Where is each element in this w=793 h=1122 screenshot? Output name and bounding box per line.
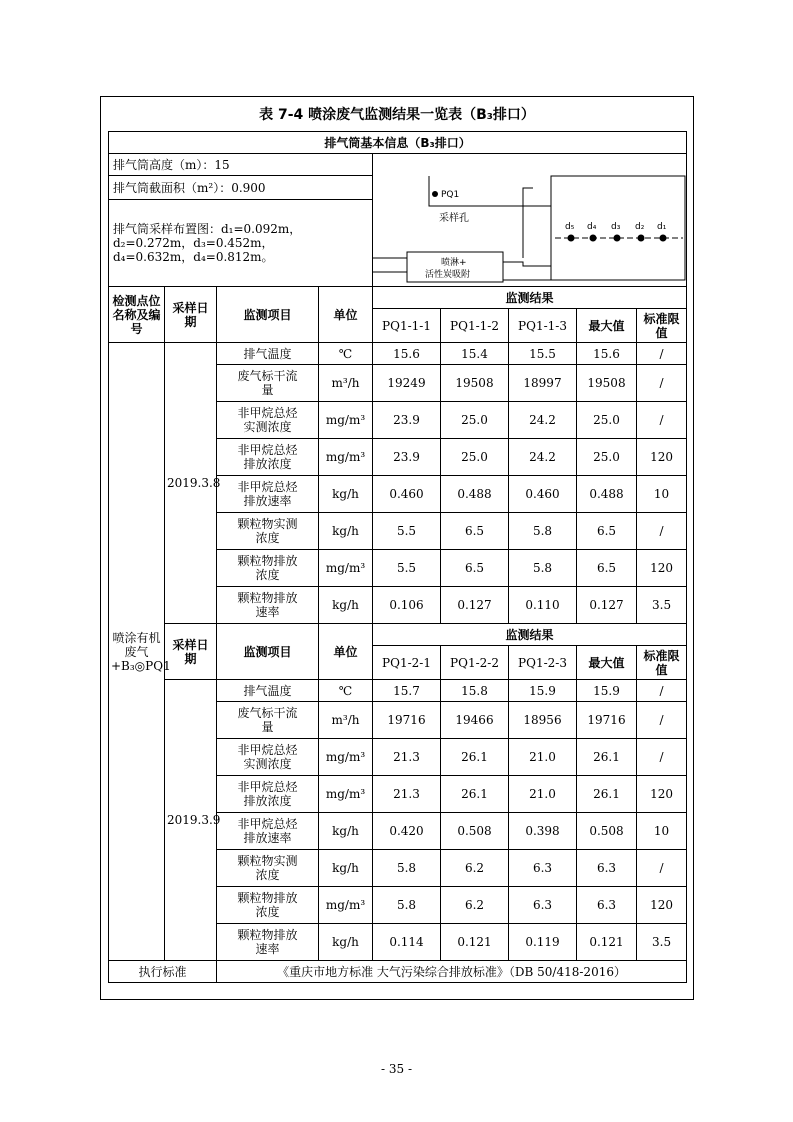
unit: kg/h <box>319 813 373 850</box>
value-2: 0.488 <box>441 476 509 513</box>
header-limit: 标准限值 <box>637 309 687 343</box>
value-1: 19716 <box>373 702 441 739</box>
header-results: 监测结果 <box>373 287 687 309</box>
table-row <box>109 343 687 365</box>
value-3: 5.8 <box>509 513 577 550</box>
monitoring-item: 颗粒物实测浓度 <box>217 850 319 887</box>
header-results: 监测结果 <box>373 624 687 646</box>
value-3: 0.398 <box>509 813 577 850</box>
value-3: 21.0 <box>509 776 577 813</box>
standard-limit: 120 <box>637 550 687 587</box>
header-item: 监测项目 <box>217 287 319 343</box>
value-2: 25.0 <box>441 402 509 439</box>
standard-limit: 120 <box>637 439 687 476</box>
monitoring-item: 非甲烷总烃实测浓度 <box>217 402 319 439</box>
standard-limit: / <box>637 343 687 365</box>
value-2: 15.4 <box>441 343 509 365</box>
value-2: 15.8 <box>441 680 509 702</box>
value-2: 26.1 <box>441 776 509 813</box>
unit: mg/m³ <box>319 439 373 476</box>
page-number: - 35 - <box>380 1062 412 1076</box>
treatment-box-line1: 喷淋+ <box>441 258 467 268</box>
unit: m³/h <box>319 702 373 739</box>
header-sample-id: PQ1-1-1 <box>373 309 441 343</box>
value-1: 5.8 <box>373 850 441 887</box>
layout-line3: d₄=0.632m，d₄=0.812m。 <box>113 250 274 265</box>
standard-limit: 3.5 <box>637 587 687 624</box>
max-value: 0.127 <box>577 587 637 624</box>
monitoring-item: 非甲烷总烃排放浓度 <box>217 439 319 476</box>
max-value: 6.5 <box>577 550 637 587</box>
d3-label: d₃ <box>611 222 621 232</box>
unit: mg/m³ <box>319 739 373 776</box>
d2-label: d₂ <box>635 222 645 232</box>
max-value: 6.5 <box>577 513 637 550</box>
max-value: 6.3 <box>577 887 637 924</box>
standard-limit: / <box>637 365 687 402</box>
header-date: 采样日期 <box>165 624 217 680</box>
value-3: 15.9 <box>509 680 577 702</box>
stack-height: 排气筒高度（m）：15 <box>109 154 373 176</box>
monitoring-item: 排气温度 <box>217 343 319 365</box>
layout-line1: 排气筒采样布置图：d₁=0.092m， <box>113 222 302 237</box>
value-2: 0.121 <box>441 924 509 961</box>
sampling-layout-text <box>109 200 373 287</box>
value-3: 0.119 <box>509 924 577 961</box>
monitoring-item: 颗粒物实测浓度 <box>217 513 319 550</box>
monitoring-item: 非甲烷总烃排放速率 <box>217 476 319 513</box>
value-3: 6.3 <box>509 850 577 887</box>
monitoring-item: 废气标干流量 <box>217 702 319 739</box>
value-1: 5.5 <box>373 550 441 587</box>
max-value: 0.508 <box>577 813 637 850</box>
stack-area: 排气筒截面积（m²）：0.900 <box>109 176 373 200</box>
max-value: 0.121 <box>577 924 637 961</box>
layout-line2: d₂=0.272m，d₃=0.452m， <box>113 236 274 251</box>
value-2: 6.5 <box>441 550 509 587</box>
max-value: 19508 <box>577 365 637 402</box>
value-2: 6.5 <box>441 513 509 550</box>
unit: kg/h <box>319 513 373 550</box>
max-value: 25.0 <box>577 439 637 476</box>
standard-limit: 3.5 <box>637 924 687 961</box>
value-1: 15.6 <box>373 343 441 365</box>
value-3: 24.2 <box>509 402 577 439</box>
value-3: 0.460 <box>509 476 577 513</box>
unit: mg/m³ <box>319 550 373 587</box>
standard-limit: 10 <box>637 813 687 850</box>
standard-limit: / <box>637 513 687 550</box>
value-1: 19249 <box>373 365 441 402</box>
table-title: 表 7-4 喷涂废气监测结果一览表（B₃排口） <box>259 107 535 123</box>
unit: kg/h <box>319 476 373 513</box>
value-3: 24.2 <box>509 439 577 476</box>
value-3: 18997 <box>509 365 577 402</box>
value-2: 19466 <box>441 702 509 739</box>
value-2: 6.2 <box>441 850 509 887</box>
value-3: 5.8 <box>509 550 577 587</box>
monitoring-item: 非甲烷总烃排放速率 <box>217 813 319 850</box>
sampling-hole-label: 采样孔 <box>439 213 469 224</box>
value-1: 21.3 <box>373 776 441 813</box>
max-value: 26.1 <box>577 739 637 776</box>
value-1: 15.7 <box>373 680 441 702</box>
unit: mg/m³ <box>319 402 373 439</box>
standard-limit: 10 <box>637 476 687 513</box>
header-sample-id: PQ1-1-3 <box>509 309 577 343</box>
monitoring-item: 颗粒物排放速率 <box>217 924 319 961</box>
standard-limit: 120 <box>637 776 687 813</box>
standard-limit: / <box>637 402 687 439</box>
monitoring-item: 颗粒物排放浓度 <box>217 550 319 587</box>
value-2: 6.2 <box>441 887 509 924</box>
value-3: 18956 <box>509 702 577 739</box>
value-3: 15.5 <box>509 343 577 365</box>
standard-limit: / <box>637 680 687 702</box>
sample-date: 2019.3.9 <box>165 680 217 961</box>
monitoring-item: 废气标干流量 <box>217 365 319 402</box>
header-point: 检测点位名称及编号 <box>109 287 165 343</box>
d4-label: d₄ <box>587 222 597 232</box>
unit: mg/m³ <box>319 776 373 813</box>
unit: kg/h <box>319 587 373 624</box>
standard-limit: / <box>637 739 687 776</box>
monitoring-item: 非甲烷总烃实测浓度 <box>217 739 319 776</box>
value-1: 21.3 <box>373 739 441 776</box>
header-unit: 单位 <box>319 287 373 343</box>
value-1: 5.8 <box>373 887 441 924</box>
pq1-dot <box>432 191 438 197</box>
value-2: 19508 <box>441 365 509 402</box>
value-3: 0.110 <box>509 587 577 624</box>
value-1: 0.106 <box>373 587 441 624</box>
basic-info-header: 排气筒基本信息（B₃排口） <box>109 132 687 154</box>
value-1: 23.9 <box>373 402 441 439</box>
value-1: 5.5 <box>373 513 441 550</box>
max-value: 15.6 <box>577 343 637 365</box>
unit: ℃ <box>319 343 373 365</box>
results-table <box>108 131 687 983</box>
standard-limit: / <box>637 702 687 739</box>
standard-limit: / <box>637 850 687 887</box>
footer-standard: 《重庆市地方标准 大气污染综合排放标准》（DB 50/418-2016） <box>217 961 687 983</box>
monitoring-item: 排气温度 <box>217 680 319 702</box>
max-value: 15.9 <box>577 680 637 702</box>
header-sample-id: PQ1-2-2 <box>441 646 509 680</box>
value-3: 6.3 <box>509 887 577 924</box>
max-value: 19716 <box>577 702 637 739</box>
header-sample-id: PQ1-1-2 <box>441 309 509 343</box>
monitoring-item: 颗粒物排放浓度 <box>217 887 319 924</box>
d1-label: d₁ <box>657 222 667 232</box>
header-max: 最大值 <box>577 646 637 680</box>
sample-date: 2019.3.8 <box>165 343 217 624</box>
layout-diagram-cell <box>373 154 687 287</box>
table-row <box>109 680 687 702</box>
value-1: 23.9 <box>373 439 441 476</box>
max-value: 0.488 <box>577 476 637 513</box>
value-1: 0.460 <box>373 476 441 513</box>
max-value: 6.3 <box>577 850 637 887</box>
header-date: 采样日期 <box>165 287 217 343</box>
monitoring-item: 非甲烷总烃排放浓度 <box>217 776 319 813</box>
value-2: 0.508 <box>441 813 509 850</box>
unit: kg/h <box>319 850 373 887</box>
unit: m³/h <box>319 365 373 402</box>
standard-limit: 120 <box>637 887 687 924</box>
header-max: 最大值 <box>577 309 637 343</box>
d5-label: d₅ <box>565 222 575 232</box>
monitoring-item: 颗粒物排放速率 <box>217 587 319 624</box>
unit: mg/m³ <box>319 887 373 924</box>
unit: kg/h <box>319 924 373 961</box>
max-value: 25.0 <box>577 402 637 439</box>
value-2: 0.127 <box>441 587 509 624</box>
value-3: 21.0 <box>509 739 577 776</box>
point-name: 喷涂有机废气+B₃◎PQ1 <box>109 343 165 961</box>
value-2: 25.0 <box>441 439 509 476</box>
header-sample-id: PQ1-2-3 <box>509 646 577 680</box>
header-limit: 标准限值 <box>637 646 687 680</box>
header-item: 监测项目 <box>217 624 319 680</box>
value-1: 0.114 <box>373 924 441 961</box>
pq1-label: PQ1 <box>441 190 460 200</box>
unit: ℃ <box>319 680 373 702</box>
value-2: 26.1 <box>441 739 509 776</box>
header-unit: 单位 <box>319 624 373 680</box>
footer-label: 执行标准 <box>109 961 217 983</box>
value-1: 0.420 <box>373 813 441 850</box>
treatment-box-line2: 活性炭吸附 <box>425 270 471 280</box>
header-sample-id: PQ1-2-1 <box>373 646 441 680</box>
max-value: 26.1 <box>577 776 637 813</box>
